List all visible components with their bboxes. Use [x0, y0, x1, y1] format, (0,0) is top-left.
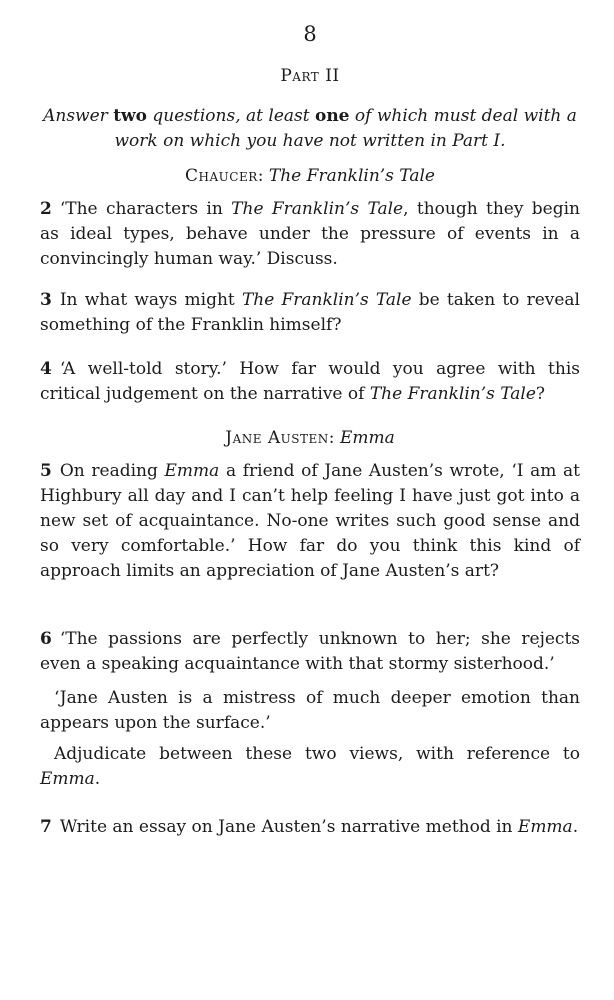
question-5 [40, 459, 580, 584]
question-6-task [40, 742, 580, 792]
instruction-text [40, 104, 580, 154]
section-separator: : [328, 428, 340, 448]
question-italic: The Franklin’s Tale [241, 290, 412, 310]
question-text: a friend of Jane Austen’s wrote, ‘I am at Highbury all day and I can’t help feeling I have just got into a new set of acquaintance. No-one writes such good sense and so very comfortable.’ How far do you think this kind of approach limits an appreciation of Jane Austen’s art? [40, 461, 580, 581]
question-italic: Emma [164, 461, 220, 481]
question-text: . [572, 817, 579, 837]
instruction-bold-two: two [113, 106, 148, 126]
page-number: 8 [303, 22, 317, 46]
question-text: Adjudicate between these two views, with reference to [54, 744, 580, 764]
question-text: In what ways might [59, 290, 242, 310]
section-heading-chaucer [40, 166, 580, 186]
question-number: 2 [40, 199, 52, 219]
section-author: Chaucer [185, 166, 258, 186]
instruction-pre: Answer [43, 106, 114, 126]
question-text: be taken to reveal something of the Franklin himself? [40, 290, 580, 335]
question-quote-1: ‘The passions are perfectly unknown to her; she rejects even a speaking acquaintance with that stormy sisterhood.’ [40, 629, 580, 674]
question-number: 4 [40, 359, 52, 379]
question-4 [40, 357, 580, 407]
question-6 [40, 627, 580, 677]
question-text: , though they begin as ideal types, behave under the pressure of events in a convincingly human way.’ Discuss. [40, 199, 580, 269]
instruction-post: of which must deal with a work on which you have not written in Part I. [114, 106, 577, 151]
question-text: . [94, 769, 101, 789]
question-text: Write an essay on Jane Austen’s narrative method in [59, 817, 518, 837]
section-work: Emma [339, 428, 395, 448]
question-text: ? [535, 384, 546, 404]
question-3 [40, 288, 580, 338]
question-2 [40, 197, 580, 272]
question-number: 3 [40, 290, 52, 310]
part-heading: Part II [280, 66, 340, 86]
question-italic: Emma [517, 817, 573, 837]
section-author: Jane Austen [225, 428, 329, 448]
question-number: 6 [40, 629, 52, 649]
question-italic: Emma [40, 769, 95, 789]
question-italic: The Franklin’s Tale [369, 384, 536, 404]
section-work: The Franklin’s Tale [268, 166, 435, 186]
question-text: ‘A well-told story.’ How far would you agree with this critical judgement on the narrative of [40, 359, 580, 404]
question-7 [40, 815, 580, 840]
instruction-bold-one: one [314, 106, 350, 126]
instruction-mid: questions, at least [147, 106, 315, 126]
question-number: 7 [40, 817, 52, 837]
question-number: 5 [40, 461, 52, 481]
question-italic: The Franklin’s Tale [231, 199, 404, 219]
section-heading-austen [40, 428, 580, 448]
question-6-quote-2: ‘Jane Austen is a mistress of much deeper emotion than appears upon the surface.’ [40, 688, 580, 733]
question-text: On reading [59, 461, 165, 481]
section-separator: : [257, 166, 269, 186]
question-text: ‘The characters in [59, 199, 232, 219]
